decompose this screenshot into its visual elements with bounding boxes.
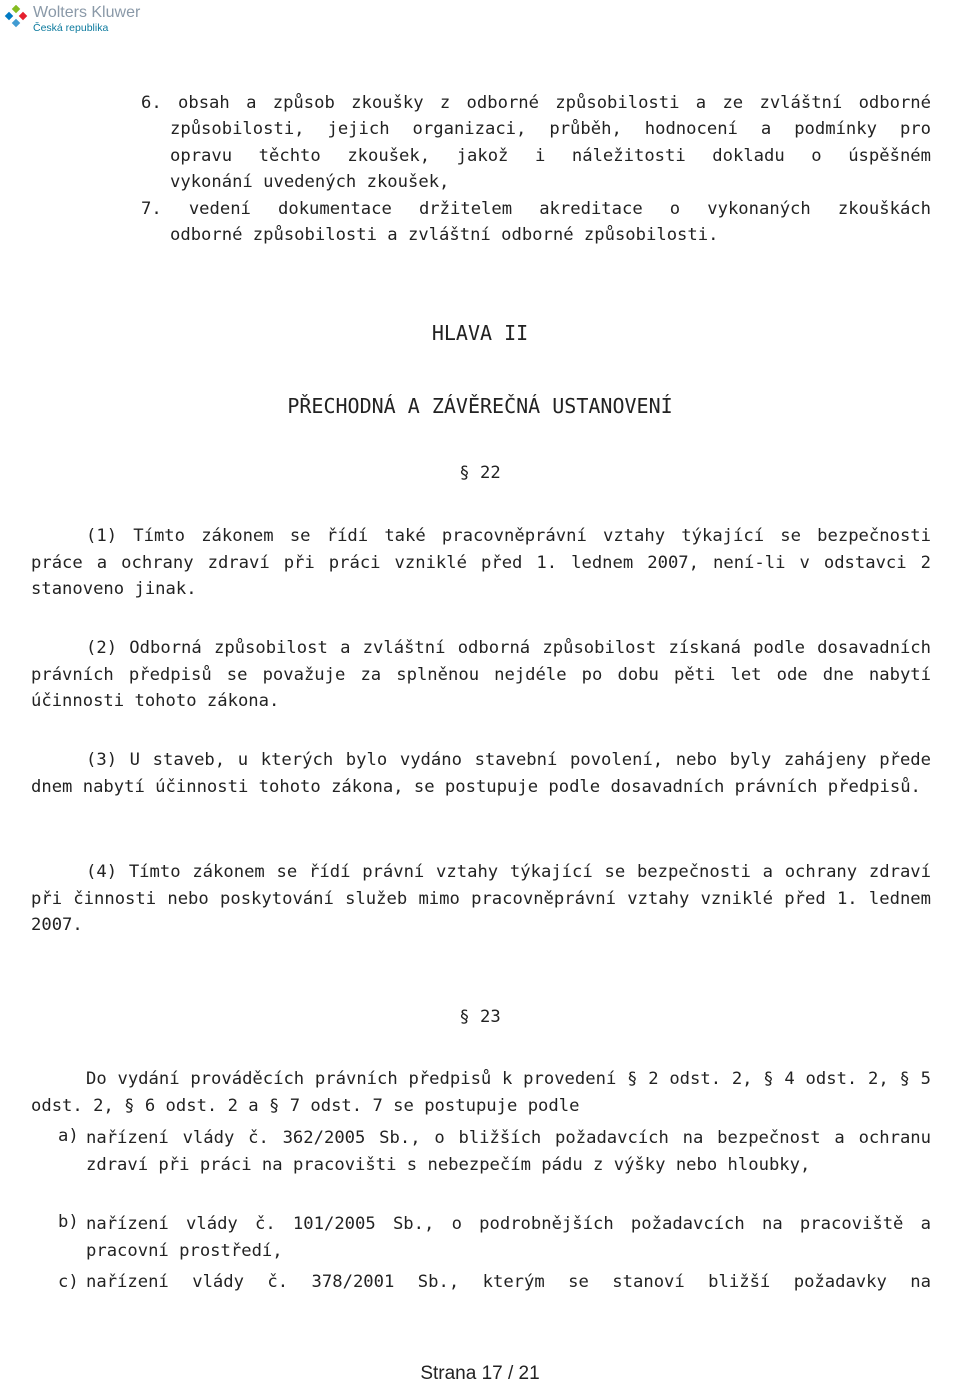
section-22-paragraph-1: (1) Tímto zákonem se řídí také pracovněprávní vztahy týkající se bezpečnosti práce a ochrany zdraví při práci vzniklé před 1. lednem 2007, není-li v odstavci 2 stanoveno jinak. — [31, 526, 931, 599]
section-symbol: § — [459, 463, 470, 483]
section-number: 22 — [480, 463, 501, 483]
item6-line1: 6. obsah a způsob zkoušky z odborné způsobilosti a ze zvláštní odborné — [141, 93, 931, 113]
section-22-paragraph-3: (3) U staveb, u kterých bylo vydáno stavební povolení, nebo byly zahájeny přede dnem nabytí účinnosti tohoto zákona, se postupuje podle dosavadních právních předpisů. — [31, 750, 931, 797]
publisher-logo — [4, 3, 204, 35]
item6-line2: způsobilosti, jejich organizaci, průběh, hodnocení a podmínky pro — [170, 119, 931, 139]
section-symbol: § — [459, 1007, 470, 1027]
section-22-paragraph-4: (4) Tímto zákonem se řídí právní vztahy týkající se bezpečnosti a ochrany zdraví při činnosti nebo poskytování služeb mimo pracovněprávní vztahy vzniklé před 1. lednem 2007. — [31, 862, 931, 935]
page-number: Strana 17 / 21 — [420, 1363, 540, 1384]
item6-line3: opravu těchto zkoušek, jakož i náležitosti dokladu o úspěšném — [170, 146, 931, 166]
section-23-intro: Do vydání prováděcích právních předpisů k provedení § 2 odst. 2, § 4 odst. 2, § 5 odst. 2, § 6 odst. 2 a § 7 odst. 7 se postupuje podle — [31, 1069, 931, 1116]
item7-line2: odborné způsobilosti a zvláštní odborné způsobilosti. — [170, 225, 719, 245]
wolters-kluwer-icon — [4, 5, 28, 29]
list-item-b-label: b) — [58, 1212, 79, 1232]
section-23-heading — [0, 1007, 960, 1027]
section-number: 23 — [480, 1007, 501, 1027]
section-22-paragraph-2: (2) Odborná způsobilost a zvláštní odborná způsobilost získaná podle dosavadních právních předpisů se považuje za splněnou nejdéle po dobu pěti let ode dne nabytí účinnosti tohoto zákona. — [31, 638, 931, 711]
item7-line1: 7. vedení dokumentace držitelem akreditace o vykonaných zkouškách — [141, 199, 931, 219]
list-item-b-text: nařízení vlády č. 101/2005 Sb., o podrobnějších požadavcích na pracoviště a pracovní prostředí, — [86, 1214, 931, 1261]
list-item-c-text: nařízení vlády č. 378/2001 Sb., kterým se stanoví bližší požadavky na — [86, 1272, 931, 1292]
list-item-a-label: a) — [58, 1126, 79, 1146]
list-item-a-text: nařízení vlády č. 362/2005 Sb., o bližších požadavcích na bezpečnost a ochranu zdraví při práci na pracovišti s nebezpečím pádu z výšky nebo hloubky, — [86, 1128, 931, 1175]
chapter-number: HLAVA II — [431, 321, 529, 345]
chapter-title: PŘECHODNÁ A ZÁVĚREČNÁ USTANOVENÍ — [287, 394, 673, 418]
section-22-heading — [0, 463, 960, 483]
brand-name: Wolters Kluwer — [33, 4, 141, 21]
item6-line4: vykonání uvedených zkoušek, — [170, 172, 450, 192]
brand-subtitle: Česká republika — [33, 22, 109, 34]
list-item-c-label: c) — [58, 1272, 79, 1292]
